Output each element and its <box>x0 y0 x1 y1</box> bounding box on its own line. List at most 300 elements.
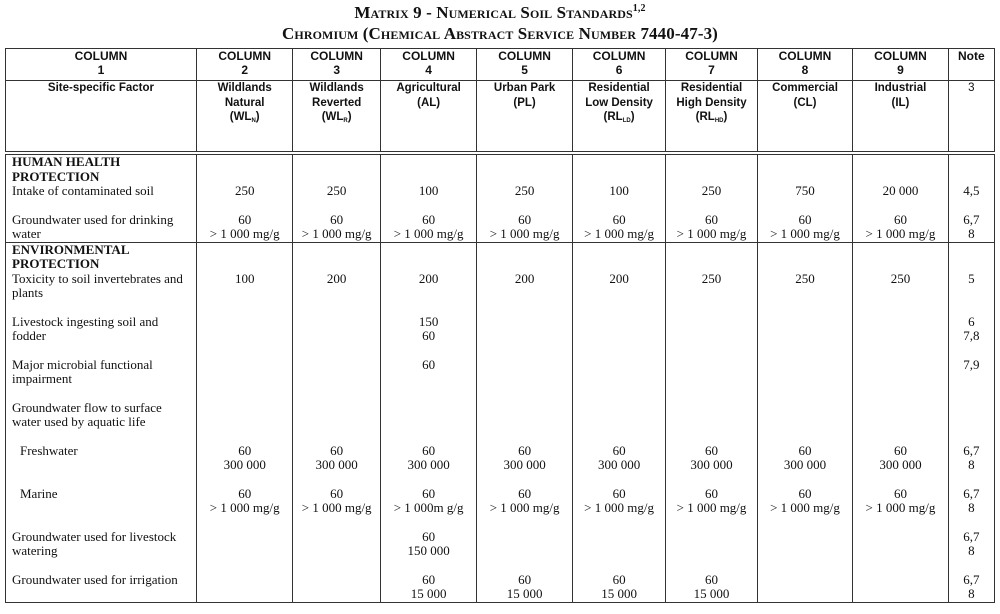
standard-value: 60 <box>518 211 532 227</box>
row-spacer <box>12 344 196 358</box>
factor-label: Major microbial functional <box>12 356 153 372</box>
note-ref <box>949 372 994 387</box>
standard-value <box>666 544 756 559</box>
row-spacer <box>949 516 994 530</box>
standard-value <box>477 544 571 559</box>
row-spacer <box>758 344 852 358</box>
standard-value: 60 <box>612 442 626 458</box>
standard-value <box>758 358 852 373</box>
column-name-5 <box>477 81 572 154</box>
row-spacer <box>853 199 947 213</box>
spacer <box>758 243 852 258</box>
column-header-1 <box>6 49 197 81</box>
standard-value <box>853 415 947 430</box>
value-cell-col6 <box>572 153 665 242</box>
standard-value <box>197 401 292 416</box>
standard-value: 300 000 <box>597 457 641 472</box>
standard-value: 60 <box>893 211 907 227</box>
note-ref: 4,5 <box>963 183 980 198</box>
spacer <box>197 155 292 170</box>
note-ref: 8 <box>968 457 975 472</box>
standard-value <box>477 401 571 416</box>
row-spacer <box>949 430 994 444</box>
factor-label: fodder <box>12 328 46 343</box>
standard-value <box>853 587 947 602</box>
standard-value: 300 000 <box>783 457 827 472</box>
spacer <box>293 170 379 185</box>
row-spacer <box>758 430 852 444</box>
standard-value <box>666 286 756 301</box>
standard-value <box>197 544 292 559</box>
spacer <box>949 155 994 170</box>
standard-value: > 1 000 mg/g <box>865 226 936 241</box>
row-spacer <box>381 516 476 530</box>
standard-value <box>666 415 756 430</box>
row-spacer <box>573 344 665 358</box>
standard-value: 60 <box>612 571 626 587</box>
row-spacer <box>573 199 665 213</box>
standard-value: 300 000 <box>690 457 733 472</box>
standard-value <box>381 401 476 416</box>
standard-value: 100 <box>609 183 629 198</box>
land-use-name: Wildlands <box>309 82 364 94</box>
column-label: COLUMN <box>218 49 272 63</box>
row-spacer <box>949 473 994 487</box>
standard-value: 250 <box>514 183 535 198</box>
row-spacer <box>197 387 292 401</box>
standard-value: 300 000 <box>407 457 450 472</box>
spacer <box>573 170 665 185</box>
value-cell-col7 <box>666 242 757 602</box>
standard-value: 60 <box>893 442 907 458</box>
section-heading-line2: PROTECTION <box>12 256 100 271</box>
column-header-9 <box>853 49 948 81</box>
row-spacer <box>197 516 292 530</box>
note-ref <box>949 415 994 430</box>
standard-value <box>573 315 665 330</box>
value-cell-col2 <box>196 242 292 602</box>
note-ref: 6 <box>968 313 975 329</box>
land-use-name: Residential <box>588 82 650 94</box>
spacer <box>573 257 665 272</box>
factor-label: Freshwater <box>20 442 78 458</box>
standard-value <box>758 573 852 588</box>
column-number: 4 <box>425 63 432 77</box>
value-cell-col3 <box>293 242 380 602</box>
column-label: COLUMN <box>778 49 832 63</box>
standard-value <box>293 587 379 602</box>
standard-value <box>293 372 379 387</box>
note-cell <box>948 242 994 602</box>
spacer <box>197 170 292 185</box>
abbreviation-subscript: HD <box>714 118 724 124</box>
spacer <box>573 155 665 170</box>
factor-label: Groundwater flow to surface <box>12 399 162 415</box>
row-spacer <box>293 387 379 401</box>
column-header-7 <box>666 49 757 81</box>
standard-value <box>477 372 571 387</box>
standard-value <box>853 372 947 387</box>
note-ref: 5 <box>968 270 975 286</box>
spacer <box>197 257 292 272</box>
column-name-8 <box>757 81 852 154</box>
spacer <box>758 257 852 272</box>
spacer <box>293 243 379 258</box>
standard-value <box>293 401 379 416</box>
section-heading-line2: PROTECTION <box>12 168 100 184</box>
standard-value <box>293 530 379 545</box>
note-ref: 6,7 <box>963 442 980 458</box>
standard-value <box>573 372 665 387</box>
standard-value <box>666 329 756 344</box>
standard-value <box>758 401 852 416</box>
standard-value: > 1 000 mg/g <box>301 226 372 241</box>
standard-value <box>573 358 665 373</box>
row-spacer <box>293 344 379 358</box>
land-use-abbreviation <box>573 110 665 129</box>
row-spacer <box>853 516 947 530</box>
standard-value <box>853 401 947 416</box>
standard-value <box>573 401 665 416</box>
standard-value <box>197 358 292 373</box>
standard-value: 60 <box>238 485 252 501</box>
column-name-row <box>6 81 995 154</box>
standard-value: 15 000 <box>506 586 543 601</box>
abbreviation-close: ) <box>255 111 260 123</box>
note-ref: 6,7 <box>963 571 980 587</box>
land-use-name-line2: (IL) <box>891 96 910 109</box>
factor-label: water used by aquatic life <box>12 414 146 429</box>
value-cell-col3 <box>293 153 380 242</box>
factor-cell <box>6 242 197 602</box>
row-spacer <box>477 559 571 573</box>
spacer <box>381 155 476 170</box>
standard-value: 150 000 <box>407 543 450 558</box>
value-cell-col2 <box>196 153 292 242</box>
standard-value: > 1 000 mg/g <box>209 500 280 515</box>
standard-value: > 1 000 mg/g <box>676 500 747 515</box>
row-spacer <box>293 473 379 487</box>
value-cell-col9 <box>853 242 948 602</box>
column-name-4 <box>380 81 476 154</box>
standard-value: 60 <box>612 485 626 501</box>
standard-value: 200 <box>514 270 535 286</box>
standard-value: 250 <box>234 183 255 198</box>
land-use-name: Residential <box>680 82 743 94</box>
row-spacer <box>12 301 196 315</box>
section-heading: HUMAN HEALTH <box>12 154 121 169</box>
standard-value: 200 <box>326 270 347 286</box>
spacer <box>293 257 379 272</box>
standard-value: 250 <box>326 183 347 198</box>
standard-value <box>197 530 292 545</box>
row-spacer <box>853 559 947 573</box>
column-number: 8 <box>801 63 809 77</box>
standard-value <box>853 329 947 344</box>
standard-value: 15 000 <box>601 586 637 601</box>
spacer <box>477 155 571 170</box>
standard-value <box>758 286 852 301</box>
standard-value <box>573 544 665 559</box>
row-spacer <box>477 344 571 358</box>
land-use-name: Industrial <box>874 82 927 94</box>
standard-value <box>853 315 947 330</box>
column-number: 9 <box>897 63 904 77</box>
row-spacer <box>477 301 571 315</box>
value-cell-col6 <box>572 242 665 602</box>
standard-value <box>853 530 947 545</box>
standard-value <box>197 329 292 344</box>
row-spacer <box>293 199 379 213</box>
row-spacer <box>666 301 756 315</box>
row-spacer <box>293 301 379 315</box>
standard-value: 15 000 <box>410 586 447 601</box>
row-spacer <box>12 430 196 444</box>
column-header-2 <box>196 49 292 81</box>
standard-value: 60 <box>705 211 719 227</box>
standard-value <box>573 329 665 344</box>
column-label: COLUMN <box>310 49 363 63</box>
spacer <box>758 170 852 185</box>
standard-value: 60 <box>422 356 436 372</box>
standard-value <box>573 415 665 430</box>
row-spacer <box>573 559 665 573</box>
standard-value <box>758 372 852 387</box>
standard-value: 200 <box>609 270 629 286</box>
standard-value <box>293 415 379 430</box>
spacer <box>477 257 571 272</box>
row-spacer <box>12 387 196 401</box>
row-spacer <box>197 199 292 213</box>
factor-label <box>12 587 196 602</box>
spacer <box>666 243 756 258</box>
standard-value: > 1 000 mg/g <box>489 226 560 241</box>
row-spacer <box>477 516 571 530</box>
standard-value: 750 <box>795 183 815 198</box>
land-use-name: Site-specific Factor <box>47 82 155 94</box>
row-spacer <box>381 344 476 358</box>
land-use-name-line2: Low Density <box>585 96 653 109</box>
standard-value <box>758 544 852 559</box>
standard-value: 60 <box>422 485 436 501</box>
abbreviation-text: (RL <box>603 111 623 123</box>
abbreviation-text: (RL <box>695 111 715 123</box>
standard-value: 100 <box>418 183 439 198</box>
standard-value: 60 <box>893 485 907 501</box>
row-spacer <box>666 473 756 487</box>
row-spacer <box>758 516 852 530</box>
spacer <box>381 170 476 185</box>
standard-value: > 1 000 mg/g <box>770 226 840 241</box>
row-spacer <box>381 387 476 401</box>
spacer <box>853 257 947 272</box>
value-cell-col8 <box>757 242 852 602</box>
standard-value: > 1 000 mg/g <box>393 226 464 241</box>
standard-value: 60 <box>518 442 532 458</box>
standard-value: 60 <box>238 211 252 227</box>
column-label: COLUMN <box>874 49 927 63</box>
row-spacer <box>853 473 947 487</box>
standard-value: > 1 000 mg/g <box>489 500 560 515</box>
land-use-name: Commercial <box>772 82 838 94</box>
standard-value: 60 <box>422 328 436 343</box>
standard-value: > 1 000 mg/g <box>584 226 654 241</box>
standard-value <box>197 573 292 588</box>
abbreviation-text: (WL <box>229 111 252 123</box>
row-spacer <box>853 387 947 401</box>
standard-value <box>758 315 852 330</box>
standard-value: 200 <box>418 270 439 286</box>
land-use-abbreviation <box>666 110 756 129</box>
land-use-name-line2: High Density <box>676 96 747 109</box>
standard-value <box>573 530 665 545</box>
abbreviation-close: ) <box>630 111 635 123</box>
standard-value: 250 <box>890 270 911 286</box>
title-text-1: Matrix 9 - Numerical Soil Standards <box>354 3 633 22</box>
standard-value <box>477 315 571 330</box>
land-use-name: Urban Park <box>493 82 556 94</box>
row-spacer <box>197 301 292 315</box>
column-header-3 <box>293 49 380 81</box>
note-ref: 6,7 <box>963 211 980 227</box>
soil-standards-table <box>5 48 995 603</box>
standard-value: 60 <box>422 442 436 458</box>
row-spacer <box>197 473 292 487</box>
standard-value: > 1 000 mg/g <box>770 500 840 515</box>
standard-value <box>666 401 756 416</box>
standard-value <box>758 329 852 344</box>
row-spacer <box>12 516 196 530</box>
land-use-name: Wildlands <box>217 82 272 94</box>
standard-value: 60 <box>330 442 344 458</box>
standard-value <box>293 329 379 344</box>
column-header-8 <box>757 49 852 81</box>
land-use-name: Agricultural <box>396 82 461 94</box>
row-spacer <box>853 430 947 444</box>
row-spacer <box>197 344 292 358</box>
standard-value: 60 <box>422 211 436 227</box>
row-spacer <box>197 559 292 573</box>
standard-value <box>477 530 571 545</box>
spacer <box>758 155 852 170</box>
land-use-abbreviation <box>197 110 292 129</box>
standard-value: > 1 000 mg/g <box>584 500 654 515</box>
note-ref: 6,7 <box>963 485 980 501</box>
document-title <box>0 2 1000 44</box>
row-spacer <box>949 199 994 213</box>
column-header-6 <box>572 49 665 81</box>
standard-value: 60 <box>705 442 719 458</box>
row-spacer <box>666 199 756 213</box>
spacer <box>381 243 476 258</box>
spacer <box>949 243 994 258</box>
abbreviation-close: ) <box>723 111 728 123</box>
standard-value: 20 000 <box>882 183 919 198</box>
row-spacer <box>477 387 571 401</box>
factor-label: Intake of contaminated soil <box>12 183 154 198</box>
standard-value: > 1 000 mg/g <box>209 226 280 241</box>
note-ref: 8 <box>968 500 975 515</box>
row-spacer <box>381 199 476 213</box>
column-number: 2 <box>241 63 249 77</box>
standard-value <box>573 286 665 301</box>
standard-value: 60 <box>330 485 344 501</box>
spacer <box>853 155 947 170</box>
standard-value: 60 <box>518 571 532 587</box>
row-spacer <box>949 301 994 315</box>
spacer <box>666 170 756 185</box>
standard-value <box>853 573 947 588</box>
factor-label: Groundwater used for drinking <box>12 211 174 227</box>
column-name-3 <box>293 81 380 154</box>
column-number: 6 <box>615 63 623 77</box>
row-spacer <box>477 473 571 487</box>
section-human <box>6 153 995 242</box>
note-ref: 8 <box>968 226 975 241</box>
factor-label: Toxicity to soil invertebrates and <box>12 270 183 286</box>
row-spacer <box>12 559 196 573</box>
row-spacer <box>381 473 476 487</box>
abbreviation-subscript: N <box>251 118 256 124</box>
abbreviation-subscript: LD <box>622 118 631 124</box>
factor-label <box>12 458 196 473</box>
column-label: COLUMN <box>74 49 128 63</box>
standard-value <box>477 286 571 301</box>
standard-value <box>758 530 852 545</box>
row-spacer <box>381 430 476 444</box>
row-spacer <box>381 301 476 315</box>
title-line-2: Chromium (Chemical Abstract Service Number 7440-47-3) <box>282 24 718 43</box>
standard-value: 60 <box>612 211 626 227</box>
standard-value <box>293 315 379 330</box>
row-spacer <box>573 301 665 315</box>
row-spacer <box>853 301 947 315</box>
standard-value <box>197 372 292 387</box>
abbreviation-subscript: R <box>343 118 348 124</box>
row-spacer <box>666 430 756 444</box>
standard-value <box>381 372 476 387</box>
standard-value <box>666 530 756 545</box>
standard-value <box>197 286 292 301</box>
spacer <box>381 257 476 272</box>
land-use-name-line2: (AL) <box>417 96 441 109</box>
standard-value: > 1 000m g/g <box>393 500 464 515</box>
spacer <box>949 170 994 185</box>
standard-value: 60 <box>798 211 812 227</box>
spacer <box>477 170 571 185</box>
note-ref: 6,7 <box>963 528 980 544</box>
spacer <box>197 243 292 258</box>
column-number-row <box>6 49 995 81</box>
standard-value: 300 000 <box>879 457 922 472</box>
standard-value <box>666 315 756 330</box>
factor-cell <box>6 153 197 242</box>
note-ref: 7,9 <box>963 356 980 372</box>
column-label: COLUMN <box>402 49 455 63</box>
note-header-value: 3 <box>948 81 994 154</box>
spacer <box>853 243 947 258</box>
standard-value <box>853 544 947 559</box>
standard-value <box>666 372 756 387</box>
column-number: 7 <box>708 63 715 77</box>
row-spacer <box>758 473 852 487</box>
row-spacer <box>758 199 852 213</box>
value-cell-col9 <box>853 153 948 242</box>
spacer <box>477 243 571 258</box>
standard-value <box>381 286 476 301</box>
standard-value <box>293 573 379 588</box>
standard-value: 60 <box>705 485 719 501</box>
